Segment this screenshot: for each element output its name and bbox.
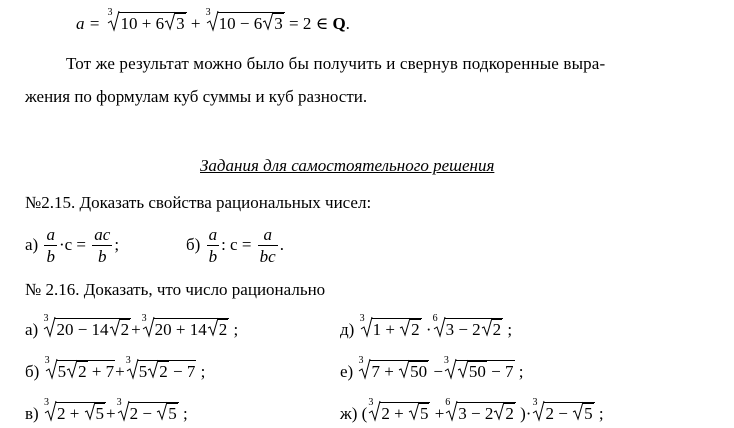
- root-index: 3: [125, 355, 131, 366]
- sqrt: [493, 403, 515, 424]
- sqrt-text: 2: [492, 320, 502, 339]
- cube-root: [43, 397, 106, 424]
- task-216-item-a: [25, 313, 239, 340]
- sqrt: [262, 13, 284, 34]
- root-index: 3: [205, 7, 211, 18]
- cube-root: [116, 397, 179, 424]
- item-label: а): [25, 235, 39, 255]
- sqrt: [66, 361, 88, 382]
- plus-sign: +: [115, 362, 125, 381]
- left-paren: (: [361, 404, 368, 423]
- root-index: 3: [116, 397, 122, 408]
- denominator: bc: [259, 247, 276, 267]
- sqrt-text: 5: [95, 404, 105, 423]
- dot: ·: [525, 404, 532, 423]
- root-index: 3: [358, 355, 364, 366]
- item-label: в): [25, 404, 39, 423]
- sqrt: [109, 319, 131, 340]
- sqrt-text: 50: [410, 362, 428, 381]
- root-text: 10 + 6: [120, 14, 165, 33]
- numerator: a: [207, 224, 220, 246]
- root-text: − 7: [486, 362, 514, 381]
- item-label: е): [340, 362, 354, 381]
- sqrt: [164, 13, 186, 34]
- root-text: 20 + 14: [154, 320, 207, 339]
- sqrt: [481, 319, 503, 340]
- paragraph-line-1: Тот же результат можно было бы получить и свернув подкоренные выра-: [66, 54, 606, 73]
- task-216-item-e: [340, 355, 524, 382]
- task-216-item-v: [25, 397, 188, 424]
- item-label: д): [340, 320, 355, 339]
- root-index: 3: [43, 313, 49, 324]
- root-index: 3: [141, 313, 147, 324]
- expr: : c =: [221, 235, 252, 255]
- root-index: 6: [445, 397, 451, 408]
- semicolon: ;: [518, 362, 524, 381]
- sqrt-text: 2: [78, 362, 87, 381]
- plus-sign: +: [434, 404, 445, 423]
- formula-lhs: a =: [76, 14, 101, 33]
- sqrt-text: 50: [468, 362, 486, 381]
- fraction: [258, 224, 278, 268]
- section-heading: Задания для самостоятельного решения: [200, 156, 495, 175]
- root-text: 7 +: [371, 362, 399, 381]
- cube-root-2: [205, 7, 285, 34]
- sqrt: [207, 319, 229, 340]
- sqrt: [84, 403, 106, 424]
- sqrt: [399, 319, 421, 340]
- minus-sign: −: [433, 362, 443, 381]
- expr: ·c =: [58, 235, 87, 255]
- plus-sign: +: [190, 14, 201, 33]
- denominator: b: [208, 247, 218, 267]
- sixth-root: [444, 397, 516, 424]
- task-216-title: № 2.16. Доказать, что число рационально: [25, 280, 326, 299]
- root-text: 5: [138, 362, 148, 381]
- semicolon: ;: [200, 362, 206, 381]
- period: .: [345, 14, 350, 33]
- top-formula: [76, 7, 350, 34]
- root-index: 3: [44, 355, 50, 366]
- root-text: + 7: [87, 362, 115, 381]
- cube-root: [357, 355, 429, 382]
- semicolon: ;: [114, 235, 120, 255]
- item-label: б): [186, 235, 201, 255]
- sqrt-text: 2: [411, 320, 420, 339]
- semicolon: ;: [233, 320, 239, 339]
- root-text: 2 −: [129, 404, 157, 423]
- task-216-item-d: [340, 313, 513, 340]
- sqrt-text: 2: [505, 404, 514, 423]
- numerator: a: [44, 224, 57, 246]
- root-text: 2 +: [381, 404, 408, 423]
- fraction: [207, 224, 220, 268]
- item-label: ж): [340, 404, 358, 423]
- numerator: ac: [92, 224, 112, 246]
- root-text: 2 +: [56, 404, 84, 423]
- task-216-item-b: [25, 355, 206, 382]
- set-q: Q: [332, 14, 346, 33]
- task-215-item-a: [25, 224, 119, 268]
- semicolon: ;: [598, 404, 604, 423]
- root-index: 3: [107, 7, 113, 18]
- cube-root: [125, 355, 197, 382]
- cube-root: [531, 397, 594, 424]
- semicolon: ;: [507, 320, 513, 339]
- plus-sign: +: [106, 404, 116, 423]
- plus-sign: +: [131, 320, 141, 339]
- root-text: 2 −: [545, 404, 573, 423]
- sqrt-text: 5: [419, 404, 429, 423]
- root-index: 3: [368, 397, 374, 408]
- cube-root: [44, 355, 116, 382]
- sqrt: [156, 403, 178, 424]
- sqrt: [147, 361, 169, 382]
- cube-root: [359, 313, 422, 340]
- root-index: 3: [359, 313, 365, 324]
- cube-root: [443, 355, 515, 382]
- root-text: 3 − 2: [458, 404, 494, 423]
- task-215-item-b: [186, 224, 284, 268]
- right-paren: ): [520, 404, 526, 423]
- root-index: 3: [443, 355, 449, 366]
- period: .: [279, 235, 284, 255]
- fraction: [44, 224, 57, 268]
- root-text: 20 − 14: [56, 320, 109, 339]
- cube-root-1: [106, 7, 186, 34]
- root-text: 5: [57, 362, 67, 381]
- denominator: b: [46, 247, 55, 267]
- fraction: [92, 224, 112, 268]
- sqrt-text: 3: [274, 14, 283, 33]
- paragraph-line-2: жения по формулам куб суммы и куб разности.: [25, 87, 368, 106]
- root-index: 6: [432, 313, 438, 324]
- sqrt-text: 2: [159, 362, 168, 381]
- sqrt: [572, 403, 594, 424]
- sqrt: [457, 361, 487, 382]
- cube-root: [42, 313, 131, 340]
- sqrt-text: 5: [168, 404, 177, 423]
- sqrt: [398, 361, 428, 382]
- item-label: б): [25, 362, 40, 381]
- dot: ·: [425, 320, 432, 339]
- root-index: 3: [43, 397, 49, 408]
- sqrt-text: 3: [176, 14, 185, 33]
- numerator: a: [258, 224, 278, 246]
- root-text: 10 − 6: [218, 14, 263, 33]
- sqrt-text: 2: [120, 320, 130, 339]
- formula-result: = 2 ∈: [289, 14, 329, 33]
- semicolon: ;: [182, 404, 188, 423]
- sqrt: [408, 403, 430, 424]
- sixth-root: [432, 313, 504, 340]
- root-text: 3 − 2: [445, 320, 481, 339]
- root-index: 3: [532, 397, 538, 408]
- root-text: − 7: [168, 362, 196, 381]
- denominator: b: [98, 247, 107, 267]
- task-215-title: №2.15. Доказать свойства рациональных чисел:: [25, 193, 372, 212]
- task-216-item-zh: [340, 397, 604, 424]
- sqrt-text: 5: [584, 404, 593, 423]
- item-label: а): [25, 320, 39, 339]
- cube-root: [141, 313, 230, 340]
- sqrt-text: 2: [218, 320, 228, 339]
- cube-root: [367, 397, 430, 424]
- root-text: 1 +: [372, 320, 400, 339]
